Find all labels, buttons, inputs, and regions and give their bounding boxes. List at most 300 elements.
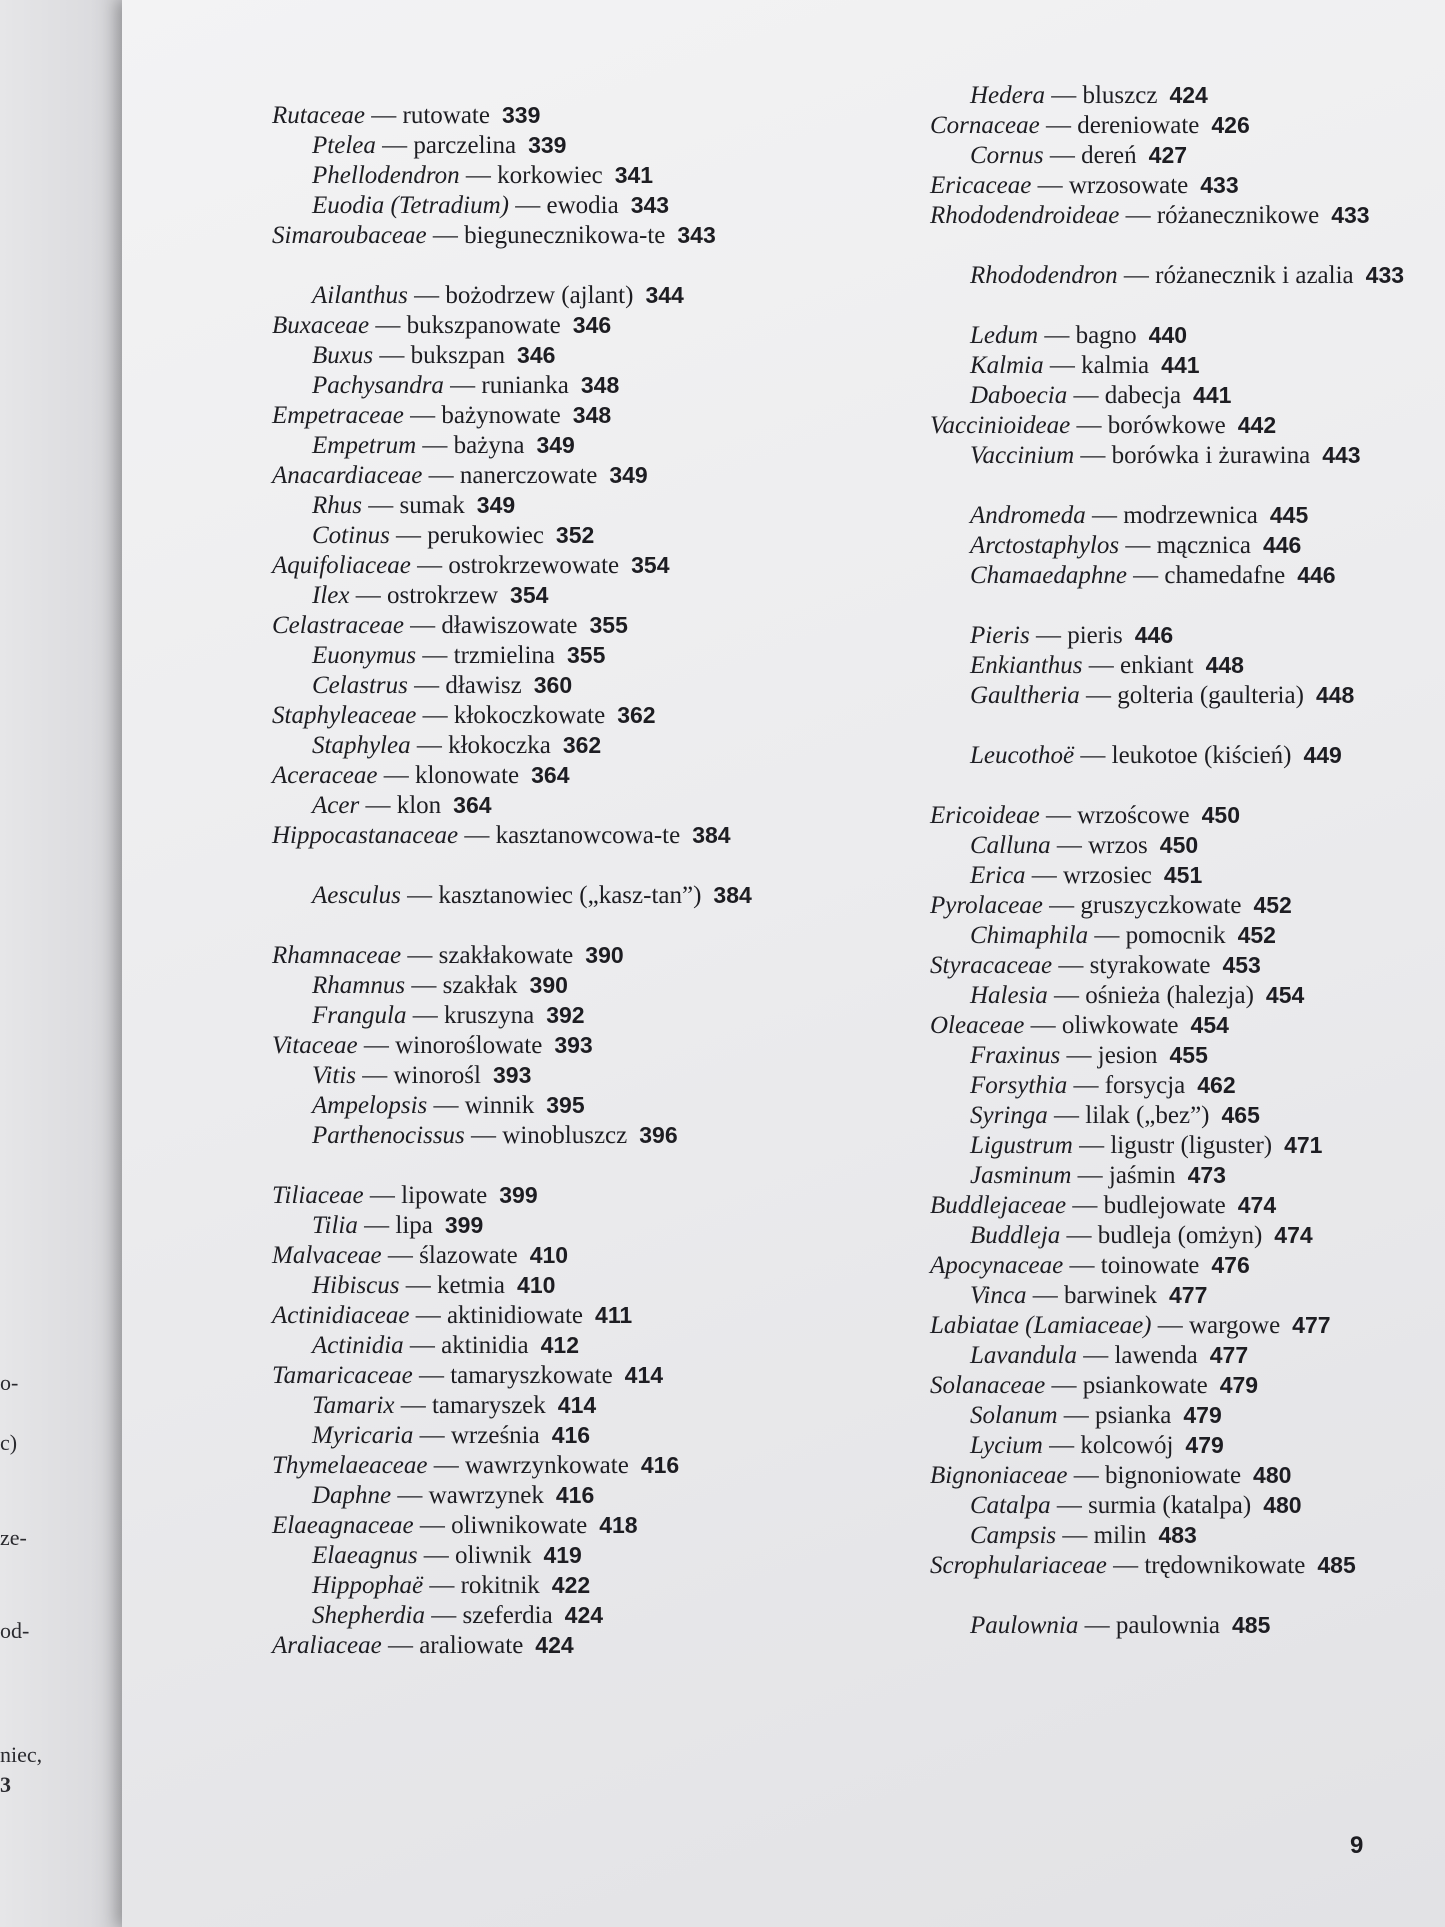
entry-page-number: 474: [1274, 1222, 1313, 1248]
entry-page-number: 477: [1169, 1282, 1208, 1308]
prev-page-fragment: 3: [0, 1772, 11, 1797]
entry-page-number: 485: [1231, 1612, 1271, 1638]
entry-dash: —: [381, 1632, 420, 1659]
entry-dash: —: [417, 1542, 456, 1569]
entry-dash: —: [1071, 1162, 1109, 1189]
entry-page-number: 442: [1237, 412, 1277, 438]
entry-latin-name: Catalpa: [970, 1492, 1051, 1519]
entry-dash: —: [1024, 1012, 1062, 1039]
entry-latin-name: Arctostaphylos: [970, 532, 1120, 559]
entry-page-number: 390: [585, 942, 624, 968]
entry-polish-name: ketmia: [437, 1272, 506, 1299]
entry-dash: —: [359, 792, 397, 819]
entry-page-number: 485: [1317, 1552, 1356, 1578]
entry-latin-name: Fraxinus: [970, 1042, 1061, 1069]
entry-page-number: 480: [1253, 1462, 1292, 1488]
index-entry: [970, 1610, 1270, 1641]
entry-dash: —: [1119, 532, 1157, 559]
index-entry: [312, 280, 684, 311]
entry-dash: —: [1067, 1072, 1105, 1099]
entry-dash: —: [413, 1422, 451, 1449]
entry-latin-name: Lavandula: [970, 1342, 1077, 1369]
index-entry: [272, 220, 752, 251]
entry-dash: —: [403, 1332, 442, 1359]
entry-dash: —: [1126, 562, 1165, 589]
entry-polish-name: winnik: [464, 1092, 535, 1119]
entry-polish-name: różanecznikowe: [1156, 202, 1320, 229]
entry-latin-name: Syringa: [970, 1102, 1048, 1129]
entry-latin-name: Rhus: [312, 492, 362, 519]
entry-page-number: 343: [677, 222, 716, 248]
entry-dash: —: [1078, 1612, 1116, 1639]
entry-polish-name: aktinidiowate: [446, 1302, 584, 1329]
entry-latin-name: Empetrum: [312, 432, 417, 459]
entry-latin-name: Halesia: [970, 982, 1048, 1009]
index-entry: [312, 190, 669, 221]
entry-polish-name: psiankowate: [1082, 1372, 1208, 1399]
entry-page-number: 364: [453, 792, 492, 818]
entry-dash: —: [1025, 862, 1064, 889]
entry-latin-name: Buddlejaceae: [930, 1192, 1067, 1219]
entry-page-number: 348: [572, 402, 612, 428]
entry-polish-name: ligustr (liguster): [1110, 1132, 1273, 1159]
index-entry: [970, 1520, 1197, 1551]
entry-dash: —: [1039, 112, 1078, 139]
entry-polish-name: araliowate: [419, 1632, 524, 1659]
entry-dash: —: [369, 312, 407, 339]
entry-page-number: 477: [1292, 1312, 1331, 1338]
entry-latin-name: Buddleja: [970, 1222, 1061, 1249]
entry-latin-name: Simaroubaceae: [272, 222, 427, 249]
entry-latin-name: Scrophulariaceae: [930, 1552, 1107, 1579]
entry-dash: —: [407, 282, 446, 309]
entry-polish-name: wrzoścowe: [1077, 802, 1190, 829]
entry-page-number: 362: [617, 702, 656, 728]
index-entry: [312, 580, 548, 611]
entry-polish-name: klon: [396, 792, 442, 819]
index-entry: [970, 1100, 1260, 1131]
index-entry: [970, 1340, 1248, 1371]
entry-dash: —: [1067, 382, 1105, 409]
entry-dash: —: [1076, 1342, 1115, 1369]
index-entry: [272, 1450, 679, 1481]
entry-dash: —: [373, 342, 411, 369]
entry-page-number: 441: [1161, 352, 1200, 378]
index-entry: [312, 1060, 531, 1091]
index-entry: [930, 1010, 1229, 1041]
entry-latin-name: Myricaria: [312, 1422, 414, 1449]
entry-latin-name: Euodia (Tetradium): [312, 192, 509, 219]
entry-dash: —: [1043, 142, 1082, 169]
index-entry: [312, 1270, 555, 1301]
index-entry: [312, 880, 752, 911]
entry-page-number: 454: [1190, 1012, 1229, 1038]
index-entry: [930, 950, 1261, 981]
entry-latin-name: Andromeda: [970, 502, 1086, 529]
index-entry: [272, 1240, 568, 1271]
entry-dash: —: [1067, 1462, 1105, 1489]
entry-polish-name: toinowate: [1100, 1252, 1200, 1279]
entry-polish-name: winoroślowate: [395, 1032, 543, 1059]
entry-latin-name: Hippocastanaceae: [272, 822, 459, 849]
entry-latin-name: Araliaceae: [272, 1632, 382, 1659]
entry-page-number: 483: [1158, 1522, 1197, 1548]
index-entry: [272, 100, 540, 131]
entry-page-number: 479: [1183, 1402, 1222, 1428]
entry-dash: —: [1066, 1192, 1104, 1219]
entry-latin-name: Rhamnaceae: [272, 942, 402, 969]
entry-polish-name: kruszyna: [443, 1002, 535, 1029]
entry-latin-name: Frangula: [312, 1002, 407, 1029]
entry-page-number: 399: [444, 1212, 484, 1238]
entry-latin-name: Jasminum: [970, 1162, 1072, 1189]
entry-dash: —: [1151, 1312, 1189, 1339]
entry-dash: —: [391, 1482, 429, 1509]
entry-polish-name: wawrzynek: [428, 1482, 544, 1509]
entry-dash: —: [1085, 502, 1124, 529]
entry-page-number: 424: [564, 1602, 604, 1628]
entry-polish-name: kalmia: [1081, 352, 1150, 379]
entry-dash: —: [1057, 1402, 1095, 1429]
entry-page-number: 452: [1253, 892, 1292, 918]
entry-polish-name: aktinidia: [441, 1332, 529, 1359]
entry-polish-name: wargowe: [1188, 1312, 1281, 1339]
entry-dash: —: [1074, 442, 1112, 469]
entry-page-number: 412: [540, 1332, 580, 1358]
index-entry: [930, 410, 1276, 441]
entry-dash: —: [1074, 742, 1112, 769]
entry-latin-name: Cornaceae: [930, 112, 1040, 139]
index-entry: [970, 380, 1231, 411]
index-entry: [312, 370, 619, 401]
entry-latin-name: Rhamnus: [312, 972, 406, 999]
index-entry: [272, 310, 611, 341]
entry-dash: —: [458, 822, 496, 849]
entry-latin-name: Thymelaeaceae: [272, 1452, 428, 1479]
entry-polish-name: barwinek: [1063, 1282, 1157, 1309]
entry-latin-name: Hedera: [970, 82, 1045, 109]
index-entry: [312, 1120, 752, 1151]
index-page: [122, 0, 1445, 1927]
prev-page-fragment: ze-: [0, 1525, 27, 1550]
entry-latin-name: Celastrus: [312, 672, 408, 699]
index-entry: [272, 1300, 632, 1331]
index-entry: [970, 1160, 1226, 1191]
entry-page-number: 344: [645, 282, 684, 308]
entry-polish-name: jaśmin: [1108, 1162, 1176, 1189]
entry-polish-name: ostrokrzewowate: [448, 552, 620, 579]
entry-page-number: 396: [639, 1122, 678, 1148]
entry-polish-name: sumak: [399, 492, 465, 519]
entry-latin-name: Erica: [970, 862, 1026, 889]
index-entry: [930, 890, 1292, 921]
entry-page-number: 433: [1200, 172, 1239, 198]
entry-polish-name: szakłak: [442, 972, 518, 999]
entry-dash: —: [1060, 1042, 1098, 1069]
entry-dash: —: [407, 672, 446, 699]
index-entry: [312, 1540, 582, 1571]
entry-latin-name: Chimaphila: [970, 922, 1089, 949]
page-number: 9: [1350, 1832, 1364, 1859]
entry-polish-name: borówkowe: [1107, 412, 1226, 439]
entry-polish-name: biegunecznikowa-te: [464, 222, 666, 249]
entry-polish-name: ślazowate: [419, 1242, 518, 1269]
index-entry: [970, 1400, 1222, 1431]
entry-page-number: 343: [630, 192, 670, 218]
entry-polish-name: kasztanowcowa-te: [495, 822, 681, 849]
entry-latin-name: Labiatae (Lamiaceae): [930, 1312, 1152, 1339]
entry-page-number: 341: [614, 162, 654, 188]
index-entry: [312, 130, 566, 161]
index-entry: [312, 1210, 483, 1241]
index-entry: [272, 1630, 574, 1661]
entry-page-number: 471: [1284, 1132, 1323, 1158]
entry-page-number: 422: [551, 1572, 591, 1598]
entry-latin-name: Calluna: [970, 832, 1051, 859]
index-entry: [970, 920, 1276, 951]
entry-dash: —: [413, 1512, 452, 1539]
entry-polish-name: dławisz: [445, 672, 522, 699]
entry-dash: —: [1050, 832, 1089, 859]
entry-page-number: 446: [1262, 532, 1302, 558]
index-entry: [970, 560, 1410, 591]
entry-polish-name: bagno: [1075, 322, 1137, 349]
entry-latin-name: Cotinus: [312, 522, 390, 549]
entry-page-number: 414: [624, 1362, 664, 1388]
prev-page-fragment: o-: [0, 1370, 19, 1395]
entry-polish-name: trzmielina: [453, 642, 555, 669]
entry-polish-name: bluszcz: [1082, 82, 1158, 109]
entry-page-number: 477: [1209, 1342, 1249, 1368]
entry-polish-name: różanecznik i azalia: [1155, 262, 1354, 289]
entry-dash: —: [416, 432, 454, 459]
entry-page-number: 424: [1169, 82, 1208, 108]
index-entry: [272, 610, 628, 641]
entry-polish-name: modrzewnica: [1123, 502, 1258, 529]
entry-latin-name: Buxus: [312, 342, 374, 369]
entry-page-number: 348: [580, 372, 620, 398]
entry-page-number: 349: [476, 492, 516, 518]
entry-page-number: 384: [692, 822, 731, 848]
index-entry: [970, 1040, 1208, 1071]
entry-page-number: 416: [551, 1422, 591, 1448]
entry-dash: —: [426, 222, 465, 249]
entry-polish-name: lawenda: [1114, 1342, 1198, 1369]
index-entry: [312, 970, 568, 1001]
entry-latin-name: Malvaceae: [272, 1242, 382, 1269]
entry-polish-name: tamaryszek: [431, 1392, 546, 1419]
entry-latin-name: Elaeagnaceae: [272, 1512, 414, 1539]
entry-dash: —: [1079, 682, 1118, 709]
entry-polish-name: szeferdia: [462, 1602, 553, 1629]
entry-latin-name: Rhododendroideae: [930, 202, 1120, 229]
index-entry: [970, 1430, 1224, 1461]
entry-page-number: 454: [1265, 982, 1305, 1008]
entry-latin-name: Tamaricaceae: [272, 1362, 413, 1389]
index-entry: [970, 1070, 1236, 1101]
entry-polish-name: leukotoe (kiścień): [1111, 742, 1292, 769]
entry-polish-name: jesion: [1097, 1042, 1158, 1069]
entry-latin-name: Celastraceae: [272, 612, 404, 639]
entry-polish-name: korkowiec: [497, 162, 603, 189]
entry-polish-name: dereniowate: [1077, 112, 1200, 139]
entry-latin-name: Acer: [312, 792, 360, 819]
entry-dash: —: [1060, 1222, 1098, 1249]
entry-polish-name: gruszyczkowate: [1080, 892, 1242, 919]
entry-page-number: 355: [589, 612, 628, 638]
entry-latin-name: Tilia: [312, 1212, 358, 1239]
entry-polish-name: kłokoczkowate: [453, 702, 606, 729]
entry-page-number: 449: [1303, 742, 1342, 768]
entry-page-number: 349: [609, 462, 648, 488]
entry-polish-name: bażyna: [453, 432, 525, 459]
entry-latin-name: Ericoideae: [930, 802, 1040, 829]
index-entry: [272, 820, 752, 851]
index-entry: [312, 1330, 579, 1361]
index-entry: [930, 1370, 1258, 1401]
entry-dash: —: [443, 372, 482, 399]
index-entry: [312, 1090, 585, 1121]
entry-latin-name: Vaccinioideae: [930, 412, 1071, 439]
entry-latin-name: Forsythia: [970, 1072, 1068, 1099]
entry-dash: —: [1038, 322, 1076, 349]
entry-page-number: 443: [1322, 442, 1361, 468]
entry-page-number: 450: [1159, 832, 1199, 858]
entry-page-number: 445: [1269, 502, 1309, 528]
index-entry: [312, 1570, 590, 1601]
entry-polish-name: wawrzynkowate: [464, 1452, 629, 1479]
index-entry: [930, 1310, 1331, 1341]
entry-latin-name: Staphylea: [312, 732, 411, 759]
entry-polish-name: bażynowate: [441, 402, 561, 429]
entry-dash: —: [403, 402, 442, 429]
index-entry: [272, 940, 624, 971]
entry-page-number: 411: [595, 1302, 633, 1328]
index-entry: [272, 760, 570, 791]
entry-polish-name: bukszpan: [410, 342, 506, 369]
index-entry: [272, 460, 648, 491]
entry-page-number: 364: [531, 762, 570, 788]
entry-latin-name: Rhododendron: [970, 262, 1118, 289]
index-entry: [930, 200, 1410, 231]
entry-polish-name: styrakowate: [1089, 952, 1211, 979]
entry-page-number: 414: [557, 1392, 597, 1418]
index-entry: [970, 650, 1244, 681]
index-entry: [970, 620, 1173, 651]
entry-page-number: 352: [555, 522, 595, 548]
prev-page-fragment: od-: [0, 1618, 30, 1643]
entry-latin-name: Styracaceae: [930, 952, 1053, 979]
entry-polish-name: budleja (omżyn): [1097, 1222, 1263, 1249]
entry-dash: —: [1047, 1102, 1086, 1129]
entry-page-number: 451: [1163, 862, 1203, 888]
entry-latin-name: Chamaedaphne: [970, 562, 1127, 589]
entry-polish-name: bignoniowate: [1104, 1462, 1242, 1489]
index-entry: [930, 1250, 1250, 1281]
entry-page-number: 427: [1148, 142, 1188, 168]
index-entry: [272, 700, 656, 731]
entry-polish-name: kasztanowiec („kasz-tan”): [438, 882, 702, 909]
entry-polish-name: września: [450, 1422, 540, 1449]
index-entry: [272, 1180, 538, 1211]
entry-page-number: 410: [517, 1272, 556, 1298]
entry-polish-name: borówka i żurawina: [1111, 442, 1311, 469]
entry-dash: —: [400, 882, 439, 909]
entry-polish-name: perukowiec: [427, 522, 544, 549]
entry-latin-name: Ailanthus: [312, 282, 408, 309]
entry-dash: —: [509, 192, 547, 219]
entry-polish-name: psianka: [1095, 1402, 1172, 1429]
entry-dash: —: [427, 1092, 465, 1119]
entry-polish-name: dereń: [1081, 142, 1137, 169]
entry-latin-name: Leucothoë: [970, 742, 1075, 769]
entry-dash: —: [1072, 1132, 1111, 1159]
entry-dash: —: [412, 1362, 451, 1389]
entry-latin-name: Elaeagnus: [312, 1542, 418, 1569]
entry-latin-name: Lycium: [970, 1432, 1043, 1459]
entry-latin-name: Oleaceae: [930, 1012, 1025, 1039]
index-entry: [970, 320, 1187, 351]
entry-polish-name: pomocnik: [1125, 922, 1226, 949]
index-entry: [970, 860, 1202, 891]
entry-dash: —: [1031, 172, 1069, 199]
entry-latin-name: Parthenocissus: [312, 1122, 465, 1149]
entry-latin-name: Anacardiaceae: [272, 462, 423, 489]
entry-page-number: 354: [631, 552, 670, 578]
entry-latin-name: Solanum: [970, 1402, 1058, 1429]
entry-page-number: 440: [1148, 322, 1188, 348]
entry-polish-name: nanerczowate: [459, 462, 598, 489]
entry-latin-name: Staphyleaceae: [272, 702, 417, 729]
entry-dash: —: [1047, 982, 1086, 1009]
entry-polish-name: lipa: [395, 1212, 433, 1239]
entry-latin-name: Vitaceae: [272, 1032, 358, 1059]
entry-page-number: 346: [572, 312, 612, 338]
entry-latin-name: Euonymus: [312, 642, 417, 669]
entry-dash: —: [410, 552, 449, 579]
index-entry: [272, 400, 611, 431]
entry-polish-name: runianka: [481, 372, 569, 399]
index-entry: [970, 1130, 1322, 1161]
entry-latin-name: Ilex: [312, 582, 350, 609]
entry-polish-name: paulownia: [1115, 1612, 1220, 1639]
entry-dash: —: [394, 1392, 432, 1419]
entry-dash: —: [362, 492, 400, 519]
entry-polish-name: winorośl: [393, 1062, 481, 1089]
entry-latin-name: Bignoniaceae: [930, 1462, 1068, 1489]
entry-page-number: 465: [1221, 1102, 1260, 1128]
entry-latin-name: Rutaceae: [272, 102, 366, 129]
entry-dash: —: [1043, 352, 1082, 379]
entry-dash: —: [355, 1062, 394, 1089]
entry-latin-name: Paulownia: [970, 1612, 1079, 1639]
entry-page-number: 346: [517, 342, 556, 368]
entry-page-number: 393: [492, 1062, 532, 1088]
entry-polish-name: surmia (katalpa): [1088, 1492, 1252, 1519]
index-entry: [312, 730, 601, 761]
entry-page-number: 450: [1201, 802, 1241, 828]
index-entry: [272, 1030, 593, 1061]
entry-polish-name: dławiszowate: [441, 612, 578, 639]
entry-dash: —: [410, 732, 449, 759]
entry-page-number: 392: [546, 1002, 585, 1028]
entry-page-number: 452: [1237, 922, 1276, 948]
entry-latin-name: Empetraceae: [272, 402, 404, 429]
index-entry: [312, 520, 594, 551]
entry-dash: —: [349, 582, 387, 609]
entry-latin-name: Shepherdia: [312, 1602, 425, 1629]
entry-latin-name: Ptelea: [312, 132, 376, 159]
